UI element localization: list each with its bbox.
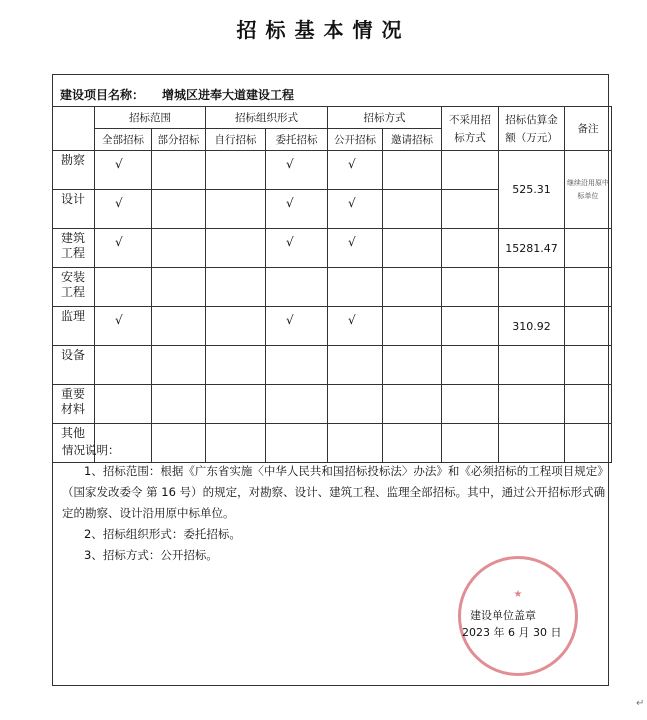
subheader-all: 全部招标 xyxy=(95,129,152,151)
header-remark: 备注 xyxy=(565,107,612,151)
row-label: 设计 xyxy=(53,190,95,229)
check-cell xyxy=(383,151,442,190)
check-cell: √ xyxy=(266,190,328,229)
no-bid-cell xyxy=(442,385,499,424)
amount-cell: 15281.47 xyxy=(499,229,565,268)
no-bid-cell xyxy=(442,268,499,307)
remark-cell xyxy=(565,346,612,385)
table-body xyxy=(53,151,612,463)
check-cell xyxy=(206,190,266,229)
return-mark-icon: ↵ xyxy=(636,698,645,709)
check-cell: √ xyxy=(328,307,383,346)
amount-cell xyxy=(499,385,565,424)
row-label: 重要材料 xyxy=(53,385,95,424)
row-label: 其他 xyxy=(53,424,95,463)
remark-cell xyxy=(565,385,612,424)
check-cell: √ xyxy=(95,151,152,190)
check-cell xyxy=(266,346,328,385)
check-cell: √ xyxy=(328,190,383,229)
no-bid-cell xyxy=(442,307,499,346)
notes-item-1: 1、招标范围：根据《广东省实施〈中华人民共和国招标投标法〉办法》和《必须招标的工程项目规定》（国家发改委令 第 16 号）的规定，对勘察、设计、建筑工程、监理全部招标。其中，通过公开招标形式确定的勘察、设计沿用原中标单位。 xyxy=(62,464,606,520)
no-bid-cell xyxy=(442,190,499,229)
check-cell xyxy=(266,385,328,424)
check-cell: √ xyxy=(95,307,152,346)
amount-cell xyxy=(499,268,565,307)
subheader-entrusted: 委托招标 xyxy=(266,129,328,151)
table-row xyxy=(53,385,612,424)
no-bid-cell xyxy=(442,151,499,190)
table-row xyxy=(53,151,612,190)
no-bid-cell xyxy=(442,229,499,268)
table-row xyxy=(53,346,612,385)
check-cell xyxy=(95,268,152,307)
check-cell xyxy=(383,346,442,385)
check-cell: √ xyxy=(266,307,328,346)
notes-item-3: 3、招标方式：公开招标。 xyxy=(84,548,218,562)
subheader-open: 公开招标 xyxy=(328,129,383,151)
amount-cell: 310.92 xyxy=(499,307,565,346)
project-name-value: 增城区进奉大道建设工程 xyxy=(162,88,295,102)
header-estimate: 招标估算金额（万元） xyxy=(499,107,565,151)
remark-survey-design: 继续沿用原中标单位 xyxy=(565,151,612,229)
check-cell xyxy=(152,346,206,385)
notes-item-2: 2、招标组织形式：委托招标。 xyxy=(84,527,241,541)
check-cell: √ xyxy=(266,151,328,190)
check-cell xyxy=(383,190,442,229)
row-label: 勘察 xyxy=(53,151,95,190)
check-cell xyxy=(328,346,383,385)
check-cell xyxy=(152,190,206,229)
remark-cell xyxy=(565,307,612,346)
subheader-self: 自行招标 xyxy=(206,129,266,151)
header-blank xyxy=(53,107,95,151)
check-cell xyxy=(95,346,152,385)
check-cell xyxy=(95,385,152,424)
header-org: 招标组织形式 xyxy=(206,107,328,129)
check-cell xyxy=(206,268,266,307)
check-cell xyxy=(266,268,328,307)
check-cell xyxy=(383,268,442,307)
check-cell: √ xyxy=(95,229,152,268)
remark-cell xyxy=(565,229,612,268)
check-cell xyxy=(206,229,266,268)
remark-cell xyxy=(565,268,612,307)
check-cell xyxy=(152,268,206,307)
check-cell xyxy=(152,151,206,190)
row-label: 监理 xyxy=(53,307,95,346)
check-cell xyxy=(206,385,266,424)
check-cell xyxy=(152,307,206,346)
check-cell xyxy=(383,307,442,346)
header-scope: 招标范围 xyxy=(95,107,206,129)
notes-section xyxy=(62,440,607,566)
check-cell: √ xyxy=(328,151,383,190)
check-cell xyxy=(383,385,442,424)
subheader-partial: 部分招标 xyxy=(152,129,206,151)
subheader-invited: 邀请招标 xyxy=(383,129,442,151)
row-label: 建筑工程 xyxy=(53,229,95,268)
amount-cell xyxy=(499,346,565,385)
signer-label: 建设单位盖章 xyxy=(470,609,536,622)
header-no-bid: 不采用招标方式 xyxy=(442,107,499,151)
bidding-table xyxy=(52,106,612,463)
sign-date: 2023 年 6 月 30 日 xyxy=(462,626,562,639)
check-cell: √ xyxy=(266,229,328,268)
notes-heading: 情况说明： xyxy=(62,443,120,457)
check-cell xyxy=(152,385,206,424)
project-name-line xyxy=(60,86,294,103)
row-label: 安装工程 xyxy=(53,268,95,307)
check-cell xyxy=(383,229,442,268)
table-row xyxy=(53,307,612,346)
seal-star-icon: ★ xyxy=(513,589,523,600)
table-row xyxy=(53,229,612,268)
check-cell xyxy=(328,385,383,424)
page-title: 招标基本情况 xyxy=(236,18,411,42)
check-cell xyxy=(206,151,266,190)
project-name-label: 建设项目名称： xyxy=(60,88,145,102)
header-method: 招标方式 xyxy=(328,107,442,129)
check-cell xyxy=(152,229,206,268)
no-bid-cell xyxy=(442,346,499,385)
check-cell: √ xyxy=(328,229,383,268)
check-cell xyxy=(328,268,383,307)
check-cell: √ xyxy=(95,190,152,229)
amount-survey-design: 525.31 xyxy=(499,151,565,229)
row-label: 设备 xyxy=(53,346,95,385)
check-cell xyxy=(206,346,266,385)
table-row xyxy=(53,268,612,307)
check-cell xyxy=(206,307,266,346)
